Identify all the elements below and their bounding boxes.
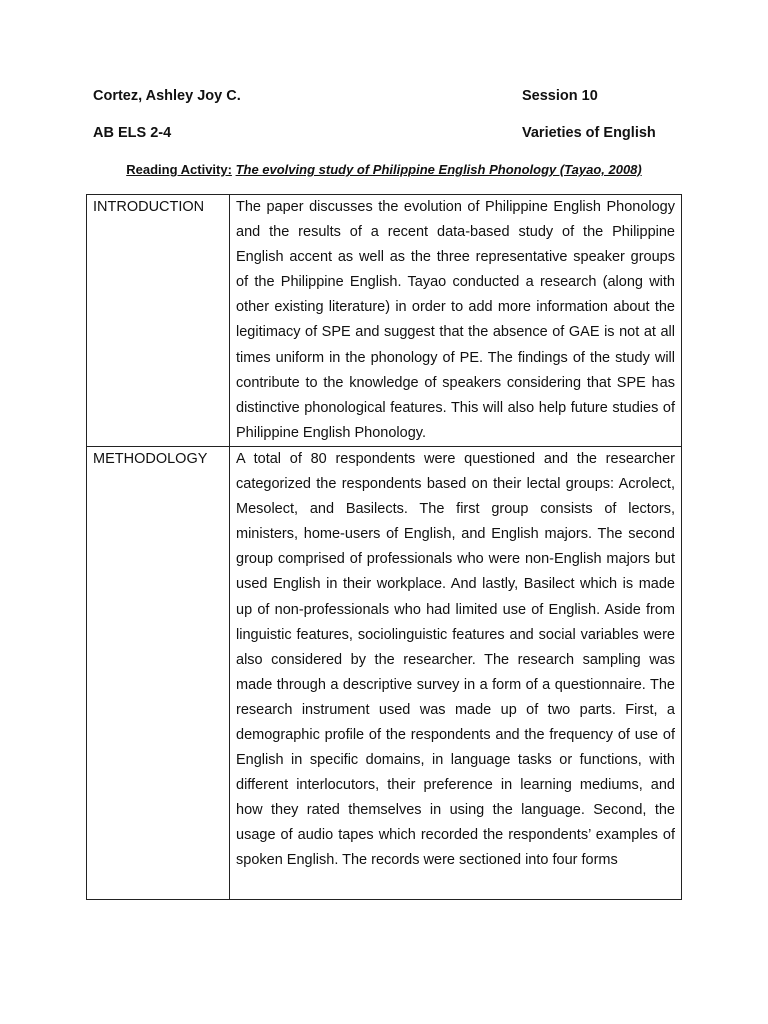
session-label: Session 10 [522, 88, 598, 104]
course-section: AB ELS 2-4 [93, 125, 172, 141]
activity-heading [0, 161, 768, 179]
student-name: Cortez, Ashley Joy C. [93, 88, 241, 104]
row-label: INTRODUCTION [87, 195, 230, 447]
row-text: The paper discusses the evolution of Philippine English Phonology and the results of a recent data-based study of the Philippine English accent as well as the three representative speaker groups of the Philippine English. Tayao conducted a research (along with other existing literature) in order to add more information about the legitimacy of SPE and suggest that the absence of GAE is not at all times uniform in the phonology of PE. The findings of the study will contribute to the knowledge of speakers considering that SPE has distinctive phonological features. This will also help future studies of Philippine English Phonology. [230, 195, 682, 447]
table-row [87, 446, 682, 899]
row-text: A total of 80 respondents were questioned and the researcher categorized the respondents based on their lectal groups: Acrolect, Mesolect, and Basilects. The first group consists of lectors, ministers, home-users of English, and English majors. The second group comprised of professionals who were non-English majors but used English in their workplace. And lastly, Basilect which is made up of non-professionals who had limited use of English. Aside from linguistic features, sociolinguistic features and social variables were also considered by the researcher. The research sampling was made through a descriptive survey in a form of a questionnaire. The research instrument used was made up of two parts. First, a demographic profile of the respondents and the frequency of use of English in specific domains, in language tasks or functions, with different interlocutors, their preference in learning mediums, and how they rated themselves in using the language. Second, the usage of audio tapes which recorded the respondents’ examples of spoken English. The records were sectioned into four forms [236, 450, 675, 869]
activity-lead: Reading Activity: [126, 162, 232, 177]
row-label: METHODOLOGY [87, 446, 230, 899]
activity-title: The evolving study of Philippine English Phonology (Tayao, 2008) [235, 162, 642, 177]
reading-table [86, 194, 682, 900]
topic-label: Varieties of English [522, 125, 656, 141]
row-text-cell [230, 446, 682, 899]
table-row [87, 195, 682, 447]
